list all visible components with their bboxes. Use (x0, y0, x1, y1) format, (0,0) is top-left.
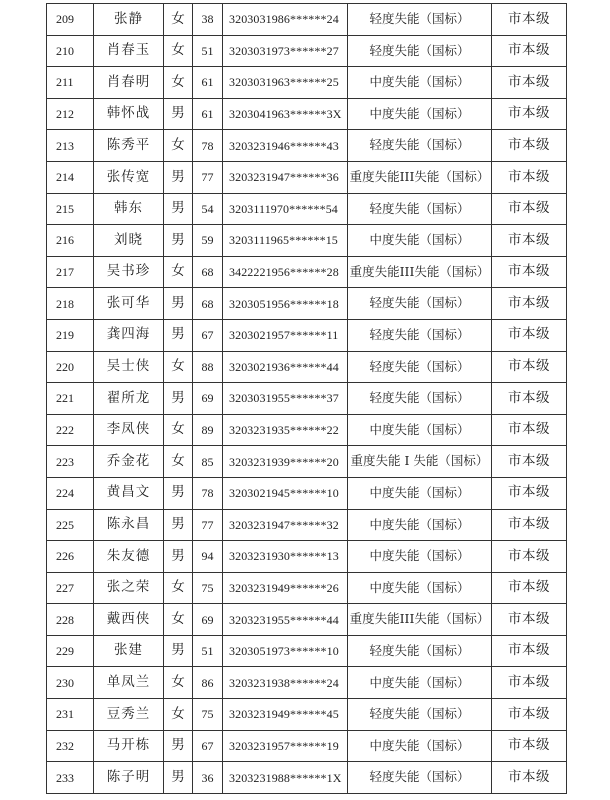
row-number-cell: 209 (47, 4, 94, 36)
age-cell: 59 (193, 225, 223, 257)
jurisdiction-cell: 市本级 (492, 130, 567, 162)
jurisdiction-cell: 市本级 (492, 256, 567, 288)
id-number-cell: 3203231938******24 (223, 667, 348, 699)
id-number-cell: 3203231957******19 (223, 730, 348, 762)
name-cell: 朱友德 (94, 541, 164, 573)
row-number-cell: 225 (47, 509, 94, 541)
row-number-cell: 218 (47, 288, 94, 320)
age-cell: 67 (193, 319, 223, 351)
gender-cell: 女 (164, 446, 193, 478)
gender-cell: 男 (164, 541, 193, 573)
table-row (47, 256, 567, 288)
row-number-cell: 228 (47, 604, 94, 636)
table-row (47, 35, 567, 67)
jurisdiction-cell: 市本级 (492, 667, 567, 699)
table-row (47, 446, 567, 478)
id-number-cell: 3203031973******27 (223, 35, 348, 67)
id-number-cell: 3203231947******32 (223, 509, 348, 541)
jurisdiction-cell: 市本级 (492, 414, 567, 446)
disability-level-cell: 中度失能（国标） (348, 730, 492, 762)
gender-cell: 女 (164, 4, 193, 36)
row-number-cell: 215 (47, 193, 94, 225)
jurisdiction-cell: 市本级 (492, 225, 567, 257)
table-row (47, 572, 567, 604)
row-number-cell: 233 (47, 762, 94, 794)
id-number-cell: 3203231949******26 (223, 572, 348, 604)
gender-cell: 女 (164, 351, 193, 383)
id-number-cell: 3203041963******3X (223, 98, 348, 130)
name-cell: 张可华 (94, 288, 164, 320)
row-number-cell: 214 (47, 161, 94, 193)
name-cell: 马开栋 (94, 730, 164, 762)
table-body (47, 4, 567, 794)
table-row (47, 4, 567, 36)
table-row (47, 383, 567, 415)
gender-cell: 女 (164, 604, 193, 636)
gender-cell: 女 (164, 256, 193, 288)
id-number-cell: 3203231946******43 (223, 130, 348, 162)
name-cell: 吴士侠 (94, 351, 164, 383)
disability-level-cell: 中度失能（国标） (348, 98, 492, 130)
age-cell: 77 (193, 161, 223, 193)
disability-level-cell: 轻度失能（国标） (348, 288, 492, 320)
id-number-cell: 3203231935******22 (223, 414, 348, 446)
name-cell: 张传宽 (94, 161, 164, 193)
gender-cell: 女 (164, 699, 193, 731)
table-row (47, 67, 567, 99)
name-cell: 张静 (94, 4, 164, 36)
age-cell: 69 (193, 604, 223, 636)
row-number-cell: 227 (47, 572, 94, 604)
id-number-cell: 3203231939******20 (223, 446, 348, 478)
row-number-cell: 219 (47, 319, 94, 351)
gender-cell: 男 (164, 509, 193, 541)
gender-cell: 女 (164, 414, 193, 446)
table-row (47, 667, 567, 699)
jurisdiction-cell: 市本级 (492, 319, 567, 351)
table-row (47, 225, 567, 257)
table-row (47, 193, 567, 225)
name-cell: 吴书珍 (94, 256, 164, 288)
age-cell: 85 (193, 446, 223, 478)
table-row (47, 288, 567, 320)
row-number-cell: 220 (47, 351, 94, 383)
gender-cell: 男 (164, 730, 193, 762)
table-row (47, 477, 567, 509)
age-cell: 38 (193, 4, 223, 36)
age-cell: 68 (193, 288, 223, 320)
id-number-cell: 3203231930******13 (223, 541, 348, 573)
gender-cell: 男 (164, 193, 193, 225)
age-cell: 51 (193, 635, 223, 667)
table-row (47, 762, 567, 794)
gender-cell: 男 (164, 635, 193, 667)
table-row (47, 699, 567, 731)
disability-level-cell: 中度失能（国标） (348, 667, 492, 699)
name-cell: 韩怀战 (94, 98, 164, 130)
id-number-cell: 3203051956******18 (223, 288, 348, 320)
disability-level-cell: 中度失能（国标） (348, 541, 492, 573)
age-cell: 89 (193, 414, 223, 446)
jurisdiction-cell: 市本级 (492, 161, 567, 193)
jurisdiction-cell: 市本级 (492, 288, 567, 320)
gender-cell: 男 (164, 161, 193, 193)
age-cell: 94 (193, 541, 223, 573)
row-number-cell: 212 (47, 98, 94, 130)
gender-cell: 女 (164, 572, 193, 604)
id-number-cell: 3203031963******25 (223, 67, 348, 99)
age-cell: 67 (193, 730, 223, 762)
name-cell: 张建 (94, 635, 164, 667)
table-row (47, 161, 567, 193)
id-number-cell: 3203021945******10 (223, 477, 348, 509)
disability-level-cell: 中度失能（国标） (348, 509, 492, 541)
gender-cell: 男 (164, 319, 193, 351)
jurisdiction-cell: 市本级 (492, 635, 567, 667)
id-number-cell: 3203031986******24 (223, 4, 348, 36)
id-number-cell: 3203021936******44 (223, 351, 348, 383)
table-row (47, 319, 567, 351)
name-cell: 豆秀兰 (94, 699, 164, 731)
age-cell: 61 (193, 67, 223, 99)
row-number-cell: 229 (47, 635, 94, 667)
id-number-cell: 3203111965******15 (223, 225, 348, 257)
name-cell: 黄昌文 (94, 477, 164, 509)
disability-level-cell: 重度失能III失能（国标） (348, 161, 492, 193)
disability-level-cell: 轻度失能（国标） (348, 4, 492, 36)
gender-cell: 男 (164, 288, 193, 320)
age-cell: 75 (193, 572, 223, 604)
id-number-cell: 3203231949******45 (223, 699, 348, 731)
jurisdiction-cell: 市本级 (492, 98, 567, 130)
jurisdiction-cell: 市本级 (492, 383, 567, 415)
jurisdiction-cell: 市本级 (492, 351, 567, 383)
jurisdiction-cell: 市本级 (492, 35, 567, 67)
disability-level-cell: 重度失能III失能（国标） (348, 256, 492, 288)
disability-level-cell: 轻度失能（国标） (348, 35, 492, 67)
jurisdiction-cell: 市本级 (492, 762, 567, 794)
row-number-cell: 216 (47, 225, 94, 257)
id-number-cell: 3203111970******54 (223, 193, 348, 225)
name-cell: 翟所龙 (94, 383, 164, 415)
name-cell: 单凤兰 (94, 667, 164, 699)
gender-cell: 男 (164, 98, 193, 130)
table-row (47, 414, 567, 446)
row-number-cell: 230 (47, 667, 94, 699)
row-number-cell: 210 (47, 35, 94, 67)
age-cell: 51 (193, 35, 223, 67)
disability-level-cell: 轻度失能（国标） (348, 635, 492, 667)
gender-cell: 女 (164, 667, 193, 699)
table-row (47, 130, 567, 162)
name-cell: 陈子明 (94, 762, 164, 794)
table-row (47, 730, 567, 762)
row-number-cell: 217 (47, 256, 94, 288)
name-cell: 李凤侠 (94, 414, 164, 446)
id-number-cell: 3203021957******11 (223, 319, 348, 351)
gender-cell: 女 (164, 67, 193, 99)
gender-cell: 男 (164, 383, 193, 415)
disability-level-cell: 轻度失能（国标） (348, 319, 492, 351)
row-number-cell: 231 (47, 699, 94, 731)
row-number-cell: 223 (47, 446, 94, 478)
row-number-cell: 232 (47, 730, 94, 762)
id-number-cell: 3203031955******37 (223, 383, 348, 415)
jurisdiction-cell: 市本级 (492, 446, 567, 478)
disability-level-cell: 轻度失能（国标） (348, 699, 492, 731)
beneficiary-table (46, 3, 567, 794)
age-cell: 54 (193, 193, 223, 225)
jurisdiction-cell: 市本级 (492, 572, 567, 604)
jurisdiction-cell: 市本级 (492, 541, 567, 573)
gender-cell: 女 (164, 130, 193, 162)
age-cell: 61 (193, 98, 223, 130)
jurisdiction-cell: 市本级 (492, 67, 567, 99)
row-number-cell: 213 (47, 130, 94, 162)
age-cell: 75 (193, 699, 223, 731)
jurisdiction-cell: 市本级 (492, 193, 567, 225)
disability-level-cell: 重度失能III失能（国标） (348, 604, 492, 636)
id-number-cell: 3203231955******44 (223, 604, 348, 636)
name-cell: 乔金花 (94, 446, 164, 478)
gender-cell: 女 (164, 35, 193, 67)
age-cell: 77 (193, 509, 223, 541)
disability-level-cell: 中度失能（国标） (348, 414, 492, 446)
name-cell: 张之荣 (94, 572, 164, 604)
row-number-cell: 224 (47, 477, 94, 509)
row-number-cell: 226 (47, 541, 94, 573)
name-cell: 韩东 (94, 193, 164, 225)
disability-level-cell: 轻度失能（国标） (348, 193, 492, 225)
gender-cell: 男 (164, 762, 193, 794)
disability-level-cell: 重度失能 I 失能（国标） (348, 446, 492, 478)
row-number-cell: 222 (47, 414, 94, 446)
id-number-cell: 3203231988******1X (223, 762, 348, 794)
id-number-cell: 3203051973******10 (223, 635, 348, 667)
name-cell: 陈秀平 (94, 130, 164, 162)
row-number-cell: 221 (47, 383, 94, 415)
table-row (47, 351, 567, 383)
row-number-cell: 211 (47, 67, 94, 99)
jurisdiction-cell: 市本级 (492, 509, 567, 541)
disability-level-cell: 中度失能（国标） (348, 477, 492, 509)
disability-level-cell: 轻度失能（国标） (348, 351, 492, 383)
id-number-cell: 3422221956******28 (223, 256, 348, 288)
jurisdiction-cell: 市本级 (492, 477, 567, 509)
age-cell: 36 (193, 762, 223, 794)
table-row (47, 98, 567, 130)
disability-level-cell: 轻度失能（国标） (348, 762, 492, 794)
jurisdiction-cell: 市本级 (492, 699, 567, 731)
disability-level-cell: 轻度失能（国标） (348, 130, 492, 162)
disability-level-cell: 中度失能（国标） (348, 225, 492, 257)
age-cell: 68 (193, 256, 223, 288)
age-cell: 86 (193, 667, 223, 699)
gender-cell: 男 (164, 225, 193, 257)
gender-cell: 男 (164, 477, 193, 509)
name-cell: 肖春明 (94, 67, 164, 99)
age-cell: 78 (193, 477, 223, 509)
name-cell: 龚四海 (94, 319, 164, 351)
name-cell: 陈永昌 (94, 509, 164, 541)
age-cell: 69 (193, 383, 223, 415)
disability-level-cell: 轻度失能（国标） (348, 383, 492, 415)
jurisdiction-cell: 市本级 (492, 730, 567, 762)
disability-level-cell: 中度失能（国标） (348, 572, 492, 604)
name-cell: 刘晓 (94, 225, 164, 257)
age-cell: 78 (193, 130, 223, 162)
table-row (47, 509, 567, 541)
name-cell: 肖春玉 (94, 35, 164, 67)
name-cell: 戴西侠 (94, 604, 164, 636)
jurisdiction-cell: 市本级 (492, 604, 567, 636)
document-page (46, 3, 566, 794)
table-row (47, 635, 567, 667)
age-cell: 88 (193, 351, 223, 383)
table-row (47, 604, 567, 636)
disability-level-cell: 中度失能（国标） (348, 67, 492, 99)
id-number-cell: 3203231947******36 (223, 161, 348, 193)
table-row (47, 541, 567, 573)
jurisdiction-cell: 市本级 (492, 4, 567, 36)
